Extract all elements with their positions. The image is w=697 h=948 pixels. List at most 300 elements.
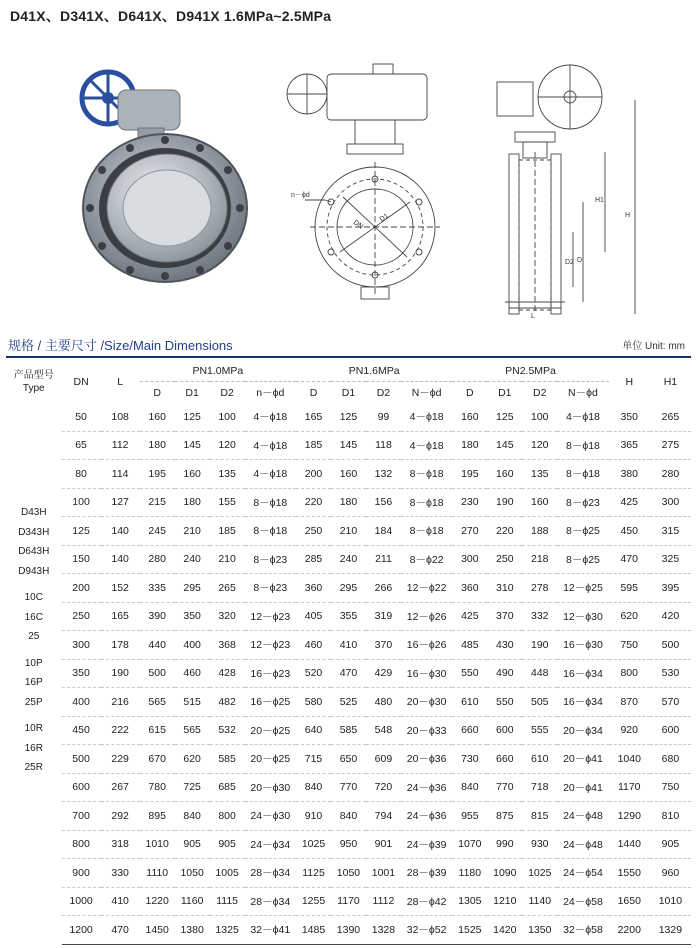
table-cell: 190 — [522, 631, 557, 660]
table-cell: 4－ϕ18 — [557, 403, 608, 431]
type-label: 10P — [24, 657, 43, 669]
table-cell: 222 — [101, 716, 140, 745]
table-cell: 145 — [175, 431, 210, 460]
table-cell: 2200 — [609, 916, 650, 945]
table-cell: 350 — [175, 602, 210, 631]
table-cell: 28－ϕ39 — [401, 859, 452, 888]
table-cell: 410 — [101, 887, 140, 916]
table-cell: 195 — [140, 460, 175, 489]
table-cell: 620 — [609, 602, 650, 631]
table-row — [6, 716, 691, 745]
table-cell: 16－ϕ25 — [245, 688, 296, 717]
table-cell: 490 — [487, 659, 522, 688]
type-label: 25R — [24, 762, 43, 773]
label-d1: D1 — [378, 212, 390, 224]
table-cell: 28－ϕ42 — [401, 887, 452, 916]
table-cell: 450 — [609, 517, 650, 546]
type-label: D43H — [20, 507, 47, 518]
type-label — [10, 647, 58, 654]
table-cell: 4－ϕ18 — [245, 431, 296, 460]
table-cell: 460 — [175, 659, 210, 688]
table-cell: 395 — [650, 574, 691, 603]
table-cell: 220 — [296, 488, 331, 517]
table-cell: 180 — [452, 431, 487, 460]
table-cell: 265 — [210, 574, 245, 603]
table-cell: 480 — [366, 688, 401, 717]
table-cell: 160 — [452, 403, 487, 431]
type-cell — [6, 403, 62, 944]
table-cell: 178 — [101, 631, 140, 660]
table-cell: 725 — [175, 773, 210, 802]
table-cell: 482 — [210, 688, 245, 717]
table-cell: 1255 — [296, 887, 331, 916]
table-cell: 505 — [522, 688, 557, 717]
table-cell: 718 — [522, 773, 557, 802]
table-cell: 184 — [366, 517, 401, 546]
table-cell: 20－ϕ41 — [557, 745, 608, 774]
table-cell: 640 — [296, 716, 331, 745]
table-cell: 960 — [650, 859, 691, 888]
label-l: L — [531, 313, 535, 320]
table-cell: 315 — [650, 517, 691, 546]
table-cell: 20－ϕ34 — [557, 716, 608, 745]
table-cell: 230 — [452, 488, 487, 517]
table-cell: 20－ϕ25 — [245, 745, 296, 774]
type-label — [10, 712, 58, 719]
table-row — [6, 431, 691, 460]
table-cell: 285 — [296, 545, 331, 574]
table-cell: 12－ϕ25 — [557, 574, 608, 603]
table-cell: 715 — [296, 745, 331, 774]
table-cell: 1390 — [331, 916, 366, 945]
table-cell: 266 — [366, 574, 401, 603]
table-cell: 615 — [140, 716, 175, 745]
table-cell: 165 — [296, 403, 331, 431]
table-cell: 680 — [650, 745, 691, 774]
table-cell: 750 — [650, 773, 691, 802]
header-dn: DN — [73, 375, 89, 388]
table-cell: 156 — [366, 488, 401, 517]
table-cell: 1000 — [62, 887, 101, 916]
table-cell: 24－ϕ48 — [557, 802, 608, 831]
table-row — [6, 488, 691, 517]
table-cell: 500 — [140, 659, 175, 688]
table-cell: 125 — [487, 403, 522, 431]
table-cell: 368 — [210, 631, 245, 660]
table-cell: 1210 — [487, 887, 522, 916]
table-cell: 905 — [210, 830, 245, 859]
table-cell: 910 — [296, 802, 331, 831]
table-cell: 1025 — [522, 859, 557, 888]
table-cell: 12－ϕ30 — [557, 602, 608, 631]
table-cell: 620 — [175, 745, 210, 774]
table-row — [6, 574, 691, 603]
table-cell: 152 — [101, 574, 140, 603]
table-cell: 8－ϕ18 — [245, 517, 296, 546]
table-cell: 1380 — [175, 916, 210, 945]
sub-d2: D2 — [210, 382, 245, 404]
table-cell: 1140 — [522, 887, 557, 916]
table-cell: 318 — [101, 830, 140, 859]
type-label: 10R — [24, 723, 43, 734]
table-cell: 16－ϕ26 — [401, 631, 452, 660]
table-cell: 127 — [101, 488, 140, 517]
table-cell: 300 — [452, 545, 487, 574]
table-cell: 28－ϕ34 — [245, 887, 296, 916]
table-cell: 8－ϕ23 — [245, 574, 296, 603]
table-cell: 770 — [331, 773, 366, 802]
table-cell: 610 — [452, 688, 487, 717]
label-n-phi-d: n－ϕd — [291, 192, 310, 199]
type-label: 10C — [24, 592, 43, 603]
table-cell: 1180 — [452, 859, 487, 888]
table-cell: 600 — [487, 716, 522, 745]
heading-rule — [6, 356, 691, 358]
table-cell: 1010 — [650, 887, 691, 916]
table-cell: 8－ϕ22 — [401, 545, 452, 574]
table-cell: 660 — [452, 716, 487, 745]
label-d2: D2 — [565, 259, 574, 266]
table-cell: 448 — [522, 659, 557, 688]
table-cell: 840 — [296, 773, 331, 802]
table-cell: 32－ϕ52 — [401, 916, 452, 945]
table-cell: 28－ϕ34 — [245, 859, 296, 888]
table-cell: 100 — [522, 403, 557, 431]
table-cell: 405 — [296, 602, 331, 631]
table-cell: 660 — [487, 745, 522, 774]
table-cell: 8－ϕ18 — [401, 517, 452, 546]
table-cell: 20－ϕ36 — [401, 745, 452, 774]
table-cell: 585 — [210, 745, 245, 774]
table-cell: 200 — [62, 574, 101, 603]
sub-n-phi-d: N－ϕd — [401, 382, 452, 404]
table-cell: 1005 — [210, 859, 245, 888]
table-cell: 525 — [331, 688, 366, 717]
table-cell: 1450 — [140, 916, 175, 945]
table-cell: 770 — [487, 773, 522, 802]
table-row — [6, 859, 691, 888]
table-row — [6, 887, 691, 916]
table-cell: 145 — [487, 431, 522, 460]
table-cell: 350 — [62, 659, 101, 688]
table-cell: 420 — [650, 602, 691, 631]
table-cell: 470 — [609, 545, 650, 574]
table-row — [6, 403, 691, 431]
valve-photo — [70, 58, 270, 288]
table-cell: 135 — [210, 460, 245, 489]
table-cell: 155 — [210, 488, 245, 517]
table-cell: 930 — [522, 830, 557, 859]
table-cell: 530 — [650, 659, 691, 688]
table-row — [6, 517, 691, 546]
table-cell: 20－ϕ25 — [245, 716, 296, 745]
table-cell: 132 — [366, 460, 401, 489]
sub-d1: D1 — [175, 382, 210, 404]
table-cell: 108 — [101, 403, 140, 431]
table-cell: 600 — [62, 773, 101, 802]
table-cell: 955 — [452, 802, 487, 831]
table-cell: 24－ϕ58 — [557, 887, 608, 916]
table-cell: 555 — [522, 716, 557, 745]
table-cell: 1325 — [210, 916, 245, 945]
table-cell: 8－ϕ18 — [557, 460, 608, 489]
header-pn25: PN2.5MPa — [505, 364, 556, 377]
table-cell: 515 — [175, 688, 210, 717]
table-row — [6, 802, 691, 831]
table-cell: 550 — [487, 688, 522, 717]
table-cell: 548 — [366, 716, 401, 745]
table-row — [6, 688, 691, 717]
table-cell: 250 — [296, 517, 331, 546]
table-cell: 650 — [331, 745, 366, 774]
table-cell: 1110 — [140, 859, 175, 888]
table-cell: 400 — [62, 688, 101, 717]
table-cell: 165 — [101, 602, 140, 631]
table-cell: 292 — [101, 802, 140, 831]
table-cell: 278 — [522, 574, 557, 603]
table-cell: 332 — [522, 602, 557, 631]
table-cell: 920 — [609, 716, 650, 745]
table-cell: 8－ϕ23 — [245, 545, 296, 574]
table-cell: 750 — [609, 631, 650, 660]
table-cell: 1050 — [175, 859, 210, 888]
table-cell: 1170 — [331, 887, 366, 916]
type-label: D343H — [18, 526, 50, 538]
table-row — [6, 631, 691, 660]
table-row — [6, 602, 691, 631]
table-cell: 300 — [62, 631, 101, 660]
table-cell: 355 — [331, 602, 366, 631]
table-cell: 1001 — [366, 859, 401, 888]
table-cell: 550 — [452, 659, 487, 688]
table-cell: 565 — [140, 688, 175, 717]
sub-d2: D2 — [522, 382, 557, 404]
table-cell: 195 — [452, 460, 487, 489]
table-cell: 24－ϕ30 — [245, 802, 296, 831]
sub-d2: D2 — [366, 382, 401, 404]
table-cell: 565 — [175, 716, 210, 745]
table-cell: 140 — [101, 517, 140, 546]
table-cell: 211 — [366, 545, 401, 574]
table-cell: 220 — [487, 517, 522, 546]
table-cell: 1170 — [609, 773, 650, 802]
table-cell: 1328 — [366, 916, 401, 945]
table-cell: 210 — [175, 517, 210, 546]
table-cell: 365 — [609, 431, 650, 460]
table-cell: 50 — [62, 403, 101, 431]
table-cell: 300 — [650, 488, 691, 517]
table-cell: 780 — [140, 773, 175, 802]
table-cell: 430 — [487, 631, 522, 660]
table-cell: 610 — [522, 745, 557, 774]
table-cell: 425 — [609, 488, 650, 517]
table-cell: 1115 — [210, 887, 245, 916]
table-cell: 595 — [609, 574, 650, 603]
table-cell: 24－ϕ36 — [401, 773, 452, 802]
table-cell: 32－ϕ41 — [245, 916, 296, 945]
table-cell: 12－ϕ22 — [401, 574, 452, 603]
table-cell: 470 — [331, 659, 366, 688]
table-cell: 609 — [366, 745, 401, 774]
table-cell: 8－ϕ18 — [245, 488, 296, 517]
table-cell: 1220 — [140, 887, 175, 916]
table-cell: 428 — [210, 659, 245, 688]
table-cell: 1290 — [609, 802, 650, 831]
table-cell: 120 — [210, 431, 245, 460]
table-cell: 245 — [140, 517, 175, 546]
table-cell: 905 — [650, 830, 691, 859]
table-cell: 20－ϕ30 — [245, 773, 296, 802]
table-cell: 810 — [650, 802, 691, 831]
table-cell: 1329 — [650, 916, 691, 945]
table-cell: 218 — [522, 545, 557, 574]
table-cell: 99 — [366, 403, 401, 431]
table-cell: 16－ϕ30 — [557, 631, 608, 660]
sub-d: D — [296, 382, 331, 404]
table-cell: 1350 — [522, 916, 557, 945]
table-cell: 267 — [101, 773, 140, 802]
table-cell: 190 — [487, 488, 522, 517]
table-cell: 440 — [140, 631, 175, 660]
figures-area — [0, 40, 697, 320]
table-cell: 1090 — [487, 859, 522, 888]
table-cell: 470 — [101, 916, 140, 945]
table-cell: 8－ϕ18 — [557, 431, 608, 460]
header-type: 产品型号 Type — [13, 369, 54, 394]
table-cell: 24－ϕ39 — [401, 830, 452, 859]
table-cell: 160 — [487, 460, 522, 489]
table-cell: 100 — [62, 488, 101, 517]
table-cell: 1025 — [296, 830, 331, 859]
table-cell: 600 — [650, 716, 691, 745]
table-row — [6, 460, 691, 489]
table-cell: 270 — [452, 517, 487, 546]
table-cell: 425 — [452, 602, 487, 631]
table-cell: 24－ϕ36 — [401, 802, 452, 831]
sub-n-phi-d: N－ϕd — [557, 382, 608, 404]
table-cell: 150 — [62, 545, 101, 574]
table-cell: 295 — [175, 574, 210, 603]
table-cell: 8－ϕ18 — [401, 460, 452, 489]
table-cell: 794 — [366, 802, 401, 831]
header-l: L — [117, 375, 124, 388]
table-cell: 24－ϕ48 — [557, 830, 608, 859]
sub-d: D — [452, 382, 487, 404]
sub-n-phi-d: n－ϕd — [245, 382, 296, 404]
table-cell: 265 — [650, 403, 691, 431]
table-cell: 990 — [487, 830, 522, 859]
table-cell: 185 — [210, 517, 245, 546]
table-cell: 4－ϕ18 — [245, 460, 296, 489]
table-cell: 240 — [175, 545, 210, 574]
label-dn: DN — [351, 219, 365, 231]
header-h1: H1 — [663, 375, 678, 388]
table-cell: 1440 — [609, 830, 650, 859]
type-label: 25P — [24, 696, 43, 708]
table-cell: 8－ϕ25 — [557, 545, 608, 574]
table-cell: 460 — [296, 631, 331, 660]
table-cell: 125 — [62, 517, 101, 546]
table-cell: 188 — [522, 517, 557, 546]
table-cell: 429 — [366, 659, 401, 688]
type-label: D943H — [18, 565, 50, 577]
type-label: 16C — [24, 611, 43, 623]
table-cell: 250 — [62, 602, 101, 631]
table-cell: 185 — [296, 431, 331, 460]
table-cell: 840 — [175, 802, 210, 831]
sub-d1: D1 — [331, 382, 366, 404]
table-cell: 8－ϕ23 — [557, 488, 608, 517]
table-cell: 800 — [210, 802, 245, 831]
table-row — [6, 916, 691, 945]
table-cell: 8－ϕ18 — [401, 488, 452, 517]
table-cell: 1550 — [609, 859, 650, 888]
type-label: 16P — [24, 677, 43, 688]
table-cell: 20－ϕ33 — [401, 716, 452, 745]
table-cell: 210 — [210, 545, 245, 574]
table-cell: 280 — [140, 545, 175, 574]
type-label — [10, 581, 58, 588]
table-cell: 800 — [62, 830, 101, 859]
table-cell: 410 — [331, 631, 366, 660]
table-cell: 295 — [331, 574, 366, 603]
table-cell: 1305 — [452, 887, 487, 916]
table-cell: 730 — [452, 745, 487, 774]
table-cell: 120 — [522, 431, 557, 460]
table-cell: 670 — [140, 745, 175, 774]
table-cell: 360 — [452, 574, 487, 603]
table-cell: 190 — [101, 659, 140, 688]
table-cell: 65 — [62, 431, 101, 460]
table-cell: 720 — [366, 773, 401, 802]
table-cell: 125 — [331, 403, 366, 431]
table-cell: 16－ϕ30 — [401, 659, 452, 688]
label-h: H — [625, 212, 631, 219]
table-cell: 8－ϕ25 — [557, 517, 608, 546]
table-cell: 895 — [140, 802, 175, 831]
table-row — [6, 830, 691, 859]
table-cell: 216 — [101, 688, 140, 717]
table-row — [6, 773, 691, 802]
sub-d1: D1 — [487, 382, 522, 404]
table-cell: 118 — [366, 431, 401, 460]
table-cell: 335 — [140, 574, 175, 603]
table-cell: 4－ϕ18 — [245, 403, 296, 431]
table-cell: 16－ϕ34 — [557, 659, 608, 688]
table-cell: 325 — [650, 545, 691, 574]
table-row — [6, 745, 691, 774]
table-cell: 685 — [210, 773, 245, 802]
header-pn16: PN1.6MPa — [348, 364, 400, 377]
table-cell: 160 — [331, 460, 366, 489]
table-cell: 210 — [331, 517, 366, 546]
table-cell: 1050 — [331, 859, 366, 888]
table-cell: 360 — [296, 574, 331, 603]
table-cell: 12－ϕ26 — [401, 602, 452, 631]
table-cell: 125 — [175, 403, 210, 431]
table-cell: 840 — [452, 773, 487, 802]
table-cell: 815 — [522, 802, 557, 831]
front-view-drawing — [285, 52, 445, 312]
table-cell: 215 — [140, 488, 175, 517]
table-cell: 320 — [210, 602, 245, 631]
table-cell: 160 — [140, 403, 175, 431]
table-row — [6, 545, 691, 574]
table-cell: 180 — [175, 488, 210, 517]
table-cell: 370 — [487, 602, 522, 631]
header-h: H — [625, 375, 634, 388]
page-title: D41X、D341X、D641X、D941X 1.6MPa~2.5MPa — [10, 8, 332, 24]
